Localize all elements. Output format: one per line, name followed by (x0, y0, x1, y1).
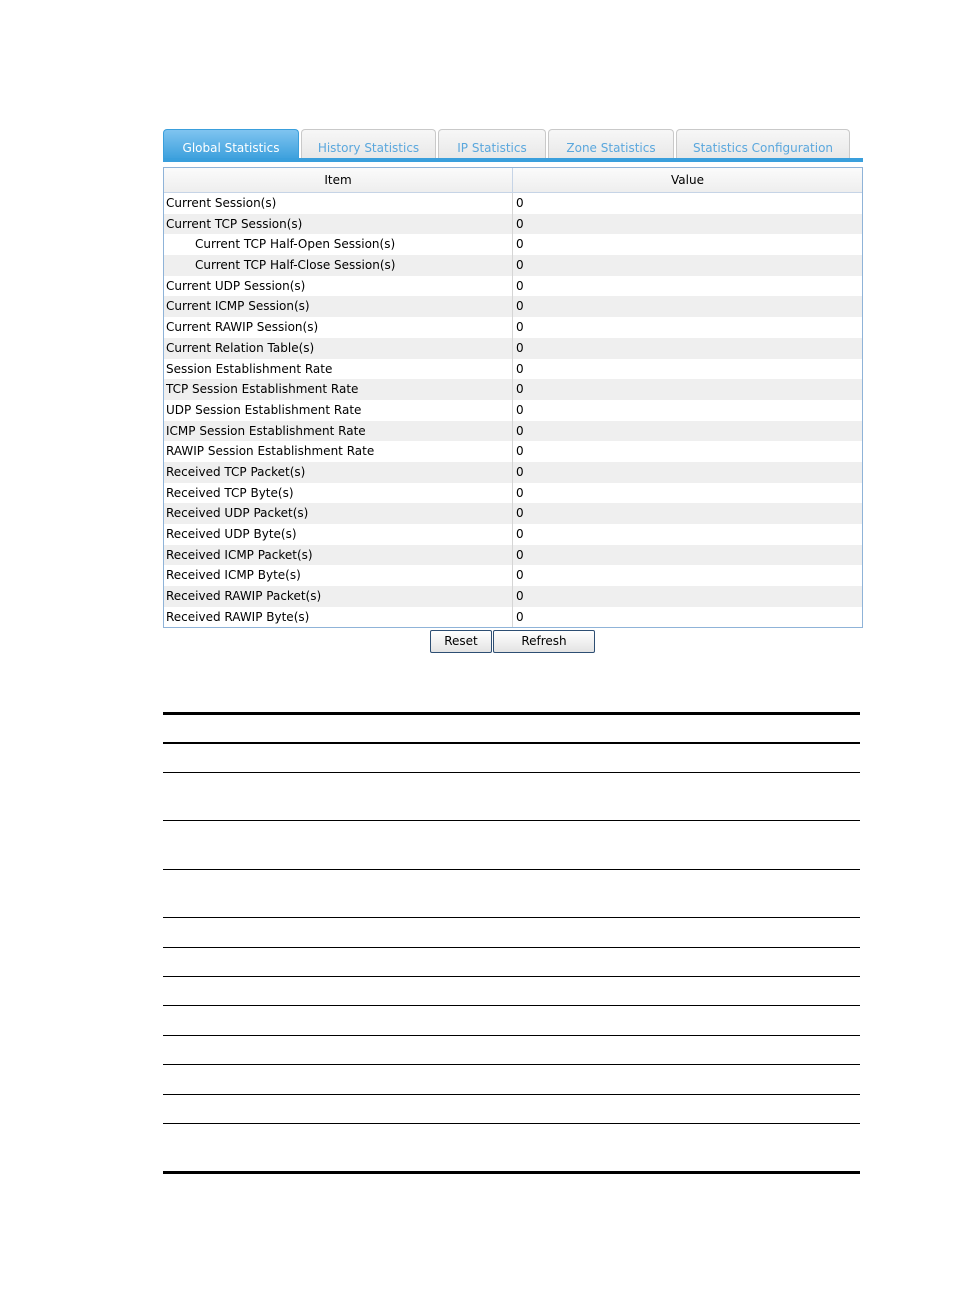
row-item-label: RAWIP Session Establishment Rate (164, 441, 513, 462)
table-row (164, 317, 862, 338)
row-value: 0 (516, 609, 524, 624)
table-row (164, 255, 862, 276)
row-value: 0 (516, 485, 524, 500)
row-value: 0 (516, 216, 524, 231)
row-value: 0 (516, 278, 524, 293)
table-row (164, 379, 862, 400)
table-row (164, 441, 862, 462)
table-row (164, 565, 862, 586)
row-value: 0 (516, 299, 524, 314)
row-value: 0 (516, 237, 524, 252)
row-item-label: Received UDP Byte(s) (164, 524, 513, 545)
table-body (164, 193, 862, 627)
table-row (164, 462, 862, 483)
row-value: 0 (516, 402, 524, 417)
reset-button[interactable]: Reset (430, 630, 492, 653)
row-value: 0 (516, 196, 524, 210)
table-top-rule (163, 712, 860, 715)
table-row (164, 586, 862, 607)
table-row (164, 503, 862, 524)
table-row (164, 545, 862, 566)
row-value: 0 (516, 506, 524, 521)
row-item-label: Current RAWIP Session(s) (164, 317, 513, 338)
row-value: 0 (516, 423, 524, 438)
tab-zone-statistics[interactable]: Zone Statistics (548, 129, 674, 158)
table-row (164, 193, 862, 214)
tab-global-statistics[interactable]: Global Statistics (163, 129, 299, 160)
row-item-label: TCP Session Establishment Rate (164, 379, 513, 400)
table-row-rule (163, 1035, 860, 1036)
row-item-label: Current TCP Half-Close Session(s) (164, 255, 513, 276)
row-item-label: Current TCP Half-Open Session(s) (164, 234, 513, 255)
row-item-label: Received TCP Byte(s) (164, 483, 513, 504)
table-row-rule (163, 917, 860, 918)
row-value: 0 (516, 258, 524, 273)
row-value: 0 (516, 382, 524, 397)
table-row-rule (163, 947, 860, 948)
row-item-label: Received TCP Packet(s) (164, 462, 513, 483)
row-value: 0 (516, 444, 524, 459)
row-value: 0 (516, 527, 524, 541)
table-row-rule (163, 1064, 860, 1065)
row-value: 0 (516, 340, 524, 355)
column-header-item: Item (164, 168, 513, 192)
row-item-label: Received RAWIP Byte(s) (164, 607, 513, 628)
table-row (164, 607, 862, 628)
row-value: 0 (516, 568, 524, 583)
table-row (164, 214, 862, 235)
table-header-rule (163, 742, 860, 744)
table-row-rule (163, 820, 860, 821)
table-bottom-rule (163, 1171, 860, 1174)
table-row-rule (163, 869, 860, 870)
table-header (164, 168, 862, 193)
table-row (164, 483, 862, 504)
row-value: 0 (516, 361, 524, 376)
row-item-label: Received ICMP Byte(s) (164, 565, 513, 586)
row-item-label: Current Relation Table(s) (164, 338, 513, 359)
row-item-label: Received UDP Packet(s) (164, 503, 513, 524)
tab-history-statistics[interactable]: History Statistics (301, 129, 436, 158)
row-value: 0 (516, 320, 524, 335)
row-item-label: UDP Session Establishment Rate (164, 400, 513, 421)
table-row-rule (163, 1094, 860, 1095)
tab-underline (163, 158, 863, 162)
row-value: 0 (516, 547, 524, 562)
table-row (164, 276, 862, 297)
table-row-rule (163, 976, 860, 977)
tab-ip-statistics[interactable]: IP Statistics (438, 129, 546, 158)
row-item-label: ICMP Session Establishment Rate (164, 421, 513, 442)
row-value: 0 (516, 589, 524, 604)
table-row (164, 421, 862, 442)
row-item-label: Received RAWIP Packet(s) (164, 586, 513, 607)
table-row (164, 234, 862, 255)
row-item-label: Current UDP Session(s) (164, 276, 513, 297)
row-item-label: Session Establishment Rate (164, 359, 513, 380)
global-statistics-table (163, 167, 863, 628)
table-row-rule (163, 772, 860, 773)
tab-statistics-configuration[interactable]: Statistics Configuration (676, 129, 850, 158)
row-item-label: Received ICMP Packet(s) (164, 545, 513, 566)
row-item-label: Current TCP Session(s) (164, 214, 513, 235)
column-header-value: Value (671, 173, 704, 187)
row-value: 0 (516, 464, 524, 479)
table-row (164, 400, 862, 421)
table-row (164, 359, 862, 380)
table-row (164, 296, 862, 317)
refresh-button[interactable]: Refresh (493, 630, 595, 653)
table-row (164, 524, 862, 545)
row-item-label: Current ICMP Session(s) (164, 296, 513, 317)
row-item-label: Current Session(s) (164, 193, 513, 214)
table-row (164, 338, 862, 359)
table-row-rule (163, 1005, 860, 1006)
table-row-rule (163, 1123, 860, 1124)
